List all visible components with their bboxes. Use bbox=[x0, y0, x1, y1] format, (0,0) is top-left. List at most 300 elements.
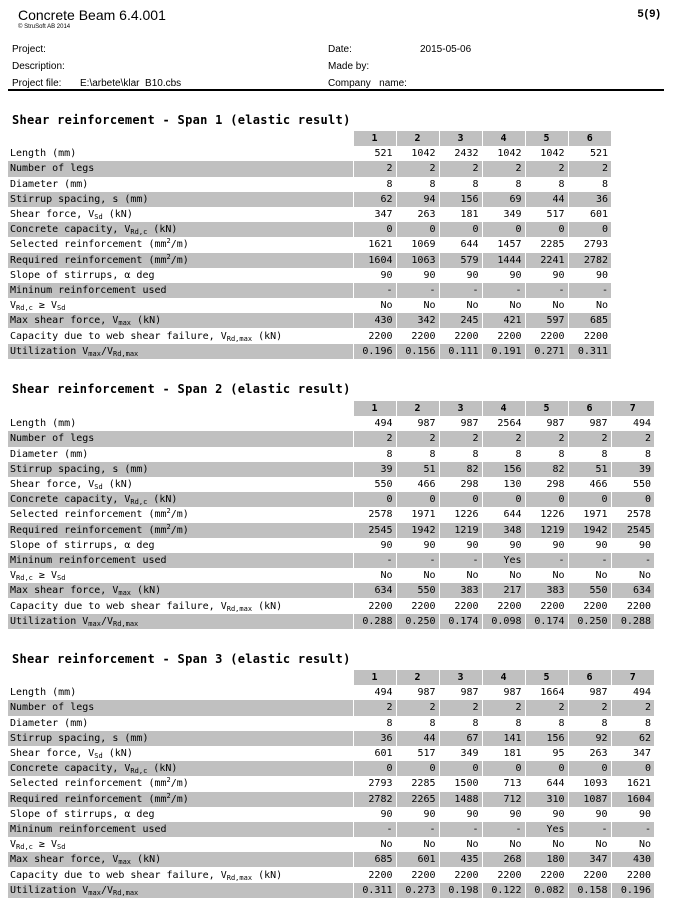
table-cell: 1500 bbox=[439, 776, 482, 791]
table-cell: 2 bbox=[525, 431, 568, 446]
table-row bbox=[8, 344, 611, 359]
table-cell: 2265 bbox=[396, 792, 439, 807]
made-by-label: Made by: bbox=[328, 61, 370, 72]
column-header: 5 bbox=[525, 401, 568, 416]
table-cell: 0.111 bbox=[439, 344, 482, 359]
table-cell: 2578 bbox=[611, 507, 654, 522]
table-cell: 2200 bbox=[568, 328, 611, 343]
label-stirrup-spacing: Stirrup spacing, s (mm) bbox=[8, 462, 353, 477]
table-cell: No bbox=[439, 837, 482, 852]
table-cell: 2200 bbox=[482, 598, 525, 613]
table-cell: 90 bbox=[396, 268, 439, 283]
table-cell: 2200 bbox=[396, 867, 439, 882]
table-cell: - bbox=[568, 283, 611, 298]
table-cell: 1444 bbox=[482, 253, 525, 268]
table-cell: 90 bbox=[439, 807, 482, 822]
table-cell: - bbox=[482, 283, 525, 298]
table-cell: - bbox=[568, 822, 611, 837]
table-cell: 1664 bbox=[525, 685, 568, 700]
table-cell: No bbox=[353, 568, 396, 583]
table-cell: No bbox=[482, 837, 525, 852]
table-cell: 156 bbox=[525, 731, 568, 746]
table-cell: 2 bbox=[611, 431, 654, 446]
table-cell: 2 bbox=[482, 700, 525, 715]
table-cell: No bbox=[396, 837, 439, 852]
table-cell: 987 bbox=[396, 416, 439, 431]
table-cell: 8 bbox=[568, 177, 611, 192]
table-cell: 8 bbox=[568, 716, 611, 731]
label-slope-of-stirrups: Slope of stirrups, α deg bbox=[8, 807, 353, 822]
table-cell: 82 bbox=[439, 462, 482, 477]
table-cell: No bbox=[439, 568, 482, 583]
table-cell: - bbox=[353, 822, 396, 837]
table-cell: 94 bbox=[396, 192, 439, 207]
table-row bbox=[8, 253, 611, 268]
table-cell: 2 bbox=[568, 161, 611, 176]
table-cell: 347 bbox=[353, 207, 396, 222]
label-vrdc-check: $V_{Rd,c} \ge V_{Sd}$ bbox=[8, 298, 353, 313]
table-cell: 0 bbox=[439, 222, 482, 237]
table-cell: 2 bbox=[482, 161, 525, 176]
table-cell: 62 bbox=[611, 731, 654, 746]
section-title-span-1: Shear reinforcement - Span 1 (elastic result) bbox=[12, 113, 351, 127]
table-cell: 383 bbox=[525, 583, 568, 598]
table-cell: 0.156 bbox=[396, 344, 439, 359]
table-cell: No bbox=[568, 837, 611, 852]
table-cell: 90 bbox=[611, 538, 654, 553]
table-row bbox=[8, 298, 611, 313]
table-cell: 62 bbox=[353, 192, 396, 207]
table-cell: 579 bbox=[439, 253, 482, 268]
column-header: 2 bbox=[396, 670, 439, 685]
column-header: 3 bbox=[439, 670, 482, 685]
table-cell: 1042 bbox=[525, 146, 568, 161]
column-header: 2 bbox=[396, 401, 439, 416]
label-utilization: Utilization $V_{max}/V_{Rd,max}$ bbox=[8, 344, 353, 359]
table-cell: 0.174 bbox=[525, 614, 568, 629]
table-cell: 494 bbox=[611, 416, 654, 431]
table-cell: 2200 bbox=[611, 598, 654, 613]
table-cell: 90 bbox=[568, 807, 611, 822]
table-cell: 8 bbox=[353, 447, 396, 462]
table-cell: 1063 bbox=[396, 253, 439, 268]
table-cell: 8 bbox=[396, 177, 439, 192]
table-cell: 550 bbox=[396, 583, 439, 598]
section-title-span-2: Shear reinforcement - Span 2 (elastic result) bbox=[12, 382, 351, 396]
table-cell: 2200 bbox=[525, 598, 568, 613]
table-cell: 36 bbox=[353, 731, 396, 746]
table-cell: - bbox=[396, 283, 439, 298]
table-cell: 987 bbox=[568, 416, 611, 431]
label-concrete-capacity: Concrete capacity, $V_{Rd,c}$ (kN) bbox=[8, 222, 353, 237]
table-row bbox=[8, 161, 611, 176]
table-cell: 90 bbox=[568, 538, 611, 553]
table-row bbox=[8, 583, 654, 598]
table-header-row bbox=[8, 401, 654, 416]
column-header: 3 bbox=[439, 401, 482, 416]
shear-table-span-1 bbox=[8, 131, 611, 359]
table-cell: - bbox=[396, 553, 439, 568]
table-cell: 0.098 bbox=[482, 614, 525, 629]
label-shear-force: Shear force, $V_{Sd}$ (kN) bbox=[8, 746, 353, 761]
table-cell: 2578 bbox=[353, 507, 396, 522]
table-cell: 2 bbox=[396, 431, 439, 446]
table-cell: 349 bbox=[482, 207, 525, 222]
table-cell: 2 bbox=[568, 700, 611, 715]
column-header: 6 bbox=[568, 401, 611, 416]
column-header: 3 bbox=[439, 131, 482, 146]
table-cell: 8 bbox=[482, 177, 525, 192]
table-header-row bbox=[8, 131, 611, 146]
table-cell: 0 bbox=[568, 222, 611, 237]
label-number-of-legs: Number of legs bbox=[8, 161, 353, 176]
table-cell: 494 bbox=[353, 416, 396, 431]
column-header: 5 bbox=[525, 670, 568, 685]
table-cell: No bbox=[482, 568, 525, 583]
table-cell: 494 bbox=[353, 685, 396, 700]
table-cell: 0.122 bbox=[482, 883, 525, 898]
label-slope-of-stirrups: Slope of stirrups, α deg bbox=[8, 268, 353, 283]
table-cell: 1604 bbox=[611, 792, 654, 807]
table-cell: 1042 bbox=[396, 146, 439, 161]
table-row bbox=[8, 538, 654, 553]
table-cell: 2793 bbox=[568, 237, 611, 252]
table-cell: 1087 bbox=[568, 792, 611, 807]
table-cell: 2200 bbox=[439, 328, 482, 343]
table-cell: 430 bbox=[353, 313, 396, 328]
table-cell: 8 bbox=[353, 177, 396, 192]
table-cell: 2 bbox=[439, 431, 482, 446]
label-diameter: Diameter (mm) bbox=[8, 447, 353, 462]
table-cell: 2564 bbox=[482, 416, 525, 431]
table-cell: 494 bbox=[611, 685, 654, 700]
table-cell: 67 bbox=[439, 731, 482, 746]
table-cell: No bbox=[568, 568, 611, 583]
table-cell: 634 bbox=[611, 583, 654, 598]
table-cell: 2200 bbox=[611, 867, 654, 882]
label-stirrup-spacing: Stirrup spacing, s (mm) bbox=[8, 192, 353, 207]
table-cell: 130 bbox=[482, 477, 525, 492]
table-cell: 0 bbox=[568, 761, 611, 776]
table-cell: 466 bbox=[568, 477, 611, 492]
label-utilization: Utilization $V_{max}/V_{Rd,max}$ bbox=[8, 614, 353, 629]
table-cell: 0.288 bbox=[353, 614, 396, 629]
table-cell: 0 bbox=[482, 761, 525, 776]
table-cell: 263 bbox=[568, 746, 611, 761]
table-cell: 92 bbox=[568, 731, 611, 746]
table-cell: 347 bbox=[568, 852, 611, 867]
label-slope-of-stirrups: Slope of stirrups, α deg bbox=[8, 538, 353, 553]
header-blank-cell bbox=[8, 131, 353, 146]
table-cell: No bbox=[396, 568, 439, 583]
table-row bbox=[8, 685, 654, 700]
table-cell: 44 bbox=[396, 731, 439, 746]
table-cell: 0.250 bbox=[568, 614, 611, 629]
label-vrdc-check: $V_{Rd,c} \ge V_{Sd}$ bbox=[8, 568, 353, 583]
table-cell: - bbox=[353, 283, 396, 298]
table-cell: 0 bbox=[439, 761, 482, 776]
table-cell: 1093 bbox=[568, 776, 611, 791]
table-cell: 8 bbox=[482, 447, 525, 462]
table-cell: 2 bbox=[396, 700, 439, 715]
table-cell: 0 bbox=[525, 761, 568, 776]
table-cell: 263 bbox=[396, 207, 439, 222]
table-cell: 1226 bbox=[525, 507, 568, 522]
table-row bbox=[8, 792, 654, 807]
table-cell: 2200 bbox=[568, 867, 611, 882]
table-cell: 347 bbox=[611, 746, 654, 761]
table-row bbox=[8, 883, 654, 898]
table-cell: 90 bbox=[353, 268, 396, 283]
table-cell: 8 bbox=[525, 177, 568, 192]
table-cell: - bbox=[482, 822, 525, 837]
table-cell: 987 bbox=[568, 685, 611, 700]
table-row bbox=[8, 807, 654, 822]
copyright-notice: © StruSoft AB 2014 bbox=[18, 24, 71, 30]
table-cell: 0.196 bbox=[611, 883, 654, 898]
table-cell: - bbox=[439, 553, 482, 568]
table-cell: 2 bbox=[396, 161, 439, 176]
table-cell: 90 bbox=[353, 538, 396, 553]
label-required-reinforcement: Required reinforcement $(mm^2/m)$ bbox=[8, 792, 353, 807]
label-web-shear-capacity: Capacity due to web shear failure, $V_{Rd,max}$ (kN) bbox=[8, 867, 353, 882]
table-cell: 298 bbox=[525, 477, 568, 492]
column-header: 7 bbox=[611, 401, 654, 416]
label-number-of-legs: Number of legs bbox=[8, 431, 353, 446]
table-cell: 2 bbox=[525, 700, 568, 715]
table-cell: 0.174 bbox=[439, 614, 482, 629]
table-cell: 597 bbox=[525, 313, 568, 328]
label-minimum-reinforcement: Mininum reinforcement used bbox=[8, 553, 353, 568]
label-stirrup-spacing: Stirrup spacing, s (mm) bbox=[8, 731, 353, 746]
table-cell: 987 bbox=[439, 416, 482, 431]
table-row bbox=[8, 852, 654, 867]
table-cell: 634 bbox=[353, 583, 396, 598]
table-cell: 245 bbox=[439, 313, 482, 328]
table-cell: 90 bbox=[568, 268, 611, 283]
label-shear-force: Shear force, $V_{Sd}$ (kN) bbox=[8, 477, 353, 492]
table-cell: 8 bbox=[525, 716, 568, 731]
table-cell: No bbox=[525, 298, 568, 313]
table-cell: 2782 bbox=[353, 792, 396, 807]
table-cell: 0.082 bbox=[525, 883, 568, 898]
table-cell: 90 bbox=[611, 807, 654, 822]
table-cell: 0 bbox=[353, 222, 396, 237]
label-diameter: Diameter (mm) bbox=[8, 177, 353, 192]
table-row bbox=[8, 598, 654, 613]
table-cell: 8 bbox=[525, 447, 568, 462]
table-cell: 0 bbox=[525, 492, 568, 507]
table-cell: 51 bbox=[568, 462, 611, 477]
table-row bbox=[8, 268, 611, 283]
table-row bbox=[8, 867, 654, 882]
table-cell: No bbox=[396, 298, 439, 313]
table-cell: - bbox=[439, 822, 482, 837]
column-header: 5 bbox=[525, 131, 568, 146]
table-cell: 383 bbox=[439, 583, 482, 598]
label-length: Length (mm) bbox=[8, 416, 353, 431]
table-cell: No bbox=[525, 568, 568, 583]
table-cell: No bbox=[568, 298, 611, 313]
table-cell: - bbox=[353, 553, 396, 568]
table-cell: 90 bbox=[525, 807, 568, 822]
table-row bbox=[8, 837, 654, 852]
table-cell: No bbox=[353, 298, 396, 313]
table-cell: 0.273 bbox=[396, 883, 439, 898]
table-row bbox=[8, 222, 611, 237]
table-cell: 90 bbox=[525, 538, 568, 553]
table-cell: 987 bbox=[482, 685, 525, 700]
table-cell: 90 bbox=[482, 268, 525, 283]
column-header: 4 bbox=[482, 670, 525, 685]
table-cell: 82 bbox=[525, 462, 568, 477]
table-row bbox=[8, 492, 654, 507]
label-concrete-capacity: Concrete capacity, $V_{Rd,c}$ (kN) bbox=[8, 492, 353, 507]
label-required-reinforcement: Required reinforcement $(mm^2/m)$ bbox=[8, 253, 353, 268]
table-cell: 2285 bbox=[525, 237, 568, 252]
table-cell: 644 bbox=[482, 507, 525, 522]
table-cell: 1942 bbox=[568, 523, 611, 538]
label-web-shear-capacity: Capacity due to web shear failure, $V_{Rd,max}$ (kN) bbox=[8, 598, 353, 613]
table-row bbox=[8, 822, 654, 837]
description-label: Description: bbox=[12, 61, 65, 72]
table-cell: 1226 bbox=[439, 507, 482, 522]
table-cell: 0 bbox=[353, 761, 396, 776]
table-cell: - bbox=[611, 553, 654, 568]
page-number: 5(9) bbox=[637, 8, 661, 20]
table-cell: 2432 bbox=[439, 146, 482, 161]
table-cell: 601 bbox=[353, 746, 396, 761]
table-cell: 2200 bbox=[396, 598, 439, 613]
table-cell: 0 bbox=[611, 761, 654, 776]
label-vrdc-check: $V_{Rd,c} \ge V_{Sd}$ bbox=[8, 837, 353, 852]
date-label: Date: bbox=[328, 44, 352, 55]
column-header: 1 bbox=[353, 131, 396, 146]
label-shear-force: Shear force, $V_{Sd}$ (kN) bbox=[8, 207, 353, 222]
label-max-shear-force: Max shear force, $V_{max}$ (kN) bbox=[8, 313, 353, 328]
table-cell: 987 bbox=[396, 685, 439, 700]
app-title: Concrete Beam 6.4.001 bbox=[18, 7, 166, 23]
column-header: 1 bbox=[353, 670, 396, 685]
table-cell: 348 bbox=[482, 523, 525, 538]
table-cell: 466 bbox=[396, 477, 439, 492]
table-row bbox=[8, 146, 611, 161]
table-cell: 2 bbox=[611, 700, 654, 715]
table-cell: 601 bbox=[568, 207, 611, 222]
table-row bbox=[8, 776, 654, 791]
table-cell: - bbox=[525, 553, 568, 568]
table-row bbox=[8, 328, 611, 343]
table-row bbox=[8, 447, 654, 462]
table-cell: 2 bbox=[353, 700, 396, 715]
table-cell: 644 bbox=[439, 237, 482, 252]
table-cell: 0 bbox=[568, 492, 611, 507]
table-cell: 141 bbox=[482, 731, 525, 746]
table-cell: 644 bbox=[525, 776, 568, 791]
date-value: 2015-05-06 bbox=[420, 44, 472, 55]
table-cell: 8 bbox=[396, 447, 439, 462]
table-cell: 0 bbox=[525, 222, 568, 237]
table-row bbox=[8, 283, 611, 298]
label-minimum-reinforcement: Mininum reinforcement used bbox=[8, 283, 353, 298]
table-cell: 90 bbox=[396, 538, 439, 553]
column-header: 4 bbox=[482, 131, 525, 146]
company-name-label: Company name: bbox=[328, 78, 407, 89]
table-cell: 342 bbox=[396, 313, 439, 328]
table-row bbox=[8, 746, 654, 761]
table-row bbox=[8, 462, 654, 477]
table-cell: 2200 bbox=[568, 598, 611, 613]
table-cell: 517 bbox=[525, 207, 568, 222]
section-title-span-3: Shear reinforcement - Span 3 (elastic result) bbox=[12, 652, 351, 666]
table-cell: 2200 bbox=[353, 328, 396, 343]
label-length: Length (mm) bbox=[8, 685, 353, 700]
table-cell: 2793 bbox=[353, 776, 396, 791]
label-web-shear-capacity: Capacity due to web shear failure, $V_{Rd,max}$ (kN) bbox=[8, 328, 353, 343]
table-cell: 90 bbox=[482, 538, 525, 553]
table-cell: 2 bbox=[525, 161, 568, 176]
table-cell: 2 bbox=[439, 161, 482, 176]
table-cell: 0.158 bbox=[568, 883, 611, 898]
table-cell: 39 bbox=[353, 462, 396, 477]
table-row bbox=[8, 507, 654, 522]
column-header: 6 bbox=[568, 131, 611, 146]
table-header-row bbox=[8, 670, 654, 685]
table-cell: 521 bbox=[568, 146, 611, 161]
column-header: 2 bbox=[396, 131, 439, 146]
table-cell: 2200 bbox=[525, 867, 568, 882]
table-cell: 8 bbox=[611, 447, 654, 462]
table-row bbox=[8, 716, 654, 731]
table-cell: 713 bbox=[482, 776, 525, 791]
table-cell: 987 bbox=[439, 685, 482, 700]
table-cell: 0 bbox=[353, 492, 396, 507]
label-minimum-reinforcement: Mininum reinforcement used bbox=[8, 822, 353, 837]
column-header: 6 bbox=[568, 670, 611, 685]
table-cell: 0.196 bbox=[353, 344, 396, 359]
table-cell: 90 bbox=[439, 268, 482, 283]
label-number-of-legs: Number of legs bbox=[8, 700, 353, 715]
table-cell: 0.288 bbox=[611, 614, 654, 629]
table-cell: 2200 bbox=[482, 867, 525, 882]
table-cell: 0 bbox=[611, 492, 654, 507]
label-selected-reinforcement: Selected reinforcement $(mm^2/m)$ bbox=[8, 507, 353, 522]
table-cell: 2200 bbox=[353, 867, 396, 882]
table-cell: - bbox=[439, 283, 482, 298]
table-cell: 1488 bbox=[439, 792, 482, 807]
table-cell: 90 bbox=[396, 807, 439, 822]
table-cell: 0 bbox=[396, 492, 439, 507]
column-header: 1 bbox=[353, 401, 396, 416]
table-cell: 310 bbox=[525, 792, 568, 807]
table-cell: 0.271 bbox=[525, 344, 568, 359]
table-row bbox=[8, 177, 611, 192]
table-cell: 421 bbox=[482, 313, 525, 328]
table-cell: 1971 bbox=[568, 507, 611, 522]
table-cell: 2 bbox=[568, 431, 611, 446]
table-cell: 95 bbox=[525, 746, 568, 761]
table-cell: 0 bbox=[482, 492, 525, 507]
label-max-shear-force: Max shear force, $V_{max}$ (kN) bbox=[8, 583, 353, 598]
table-cell: 517 bbox=[396, 746, 439, 761]
table-cell: Yes bbox=[482, 553, 525, 568]
table-cell: 1042 bbox=[482, 146, 525, 161]
label-selected-reinforcement: Selected reinforcement $(mm^2/m)$ bbox=[8, 776, 353, 791]
table-cell: 521 bbox=[353, 146, 396, 161]
label-required-reinforcement: Required reinforcement $(mm^2/m)$ bbox=[8, 523, 353, 538]
shear-table-span-2 bbox=[8, 401, 654, 629]
table-cell: 180 bbox=[525, 852, 568, 867]
